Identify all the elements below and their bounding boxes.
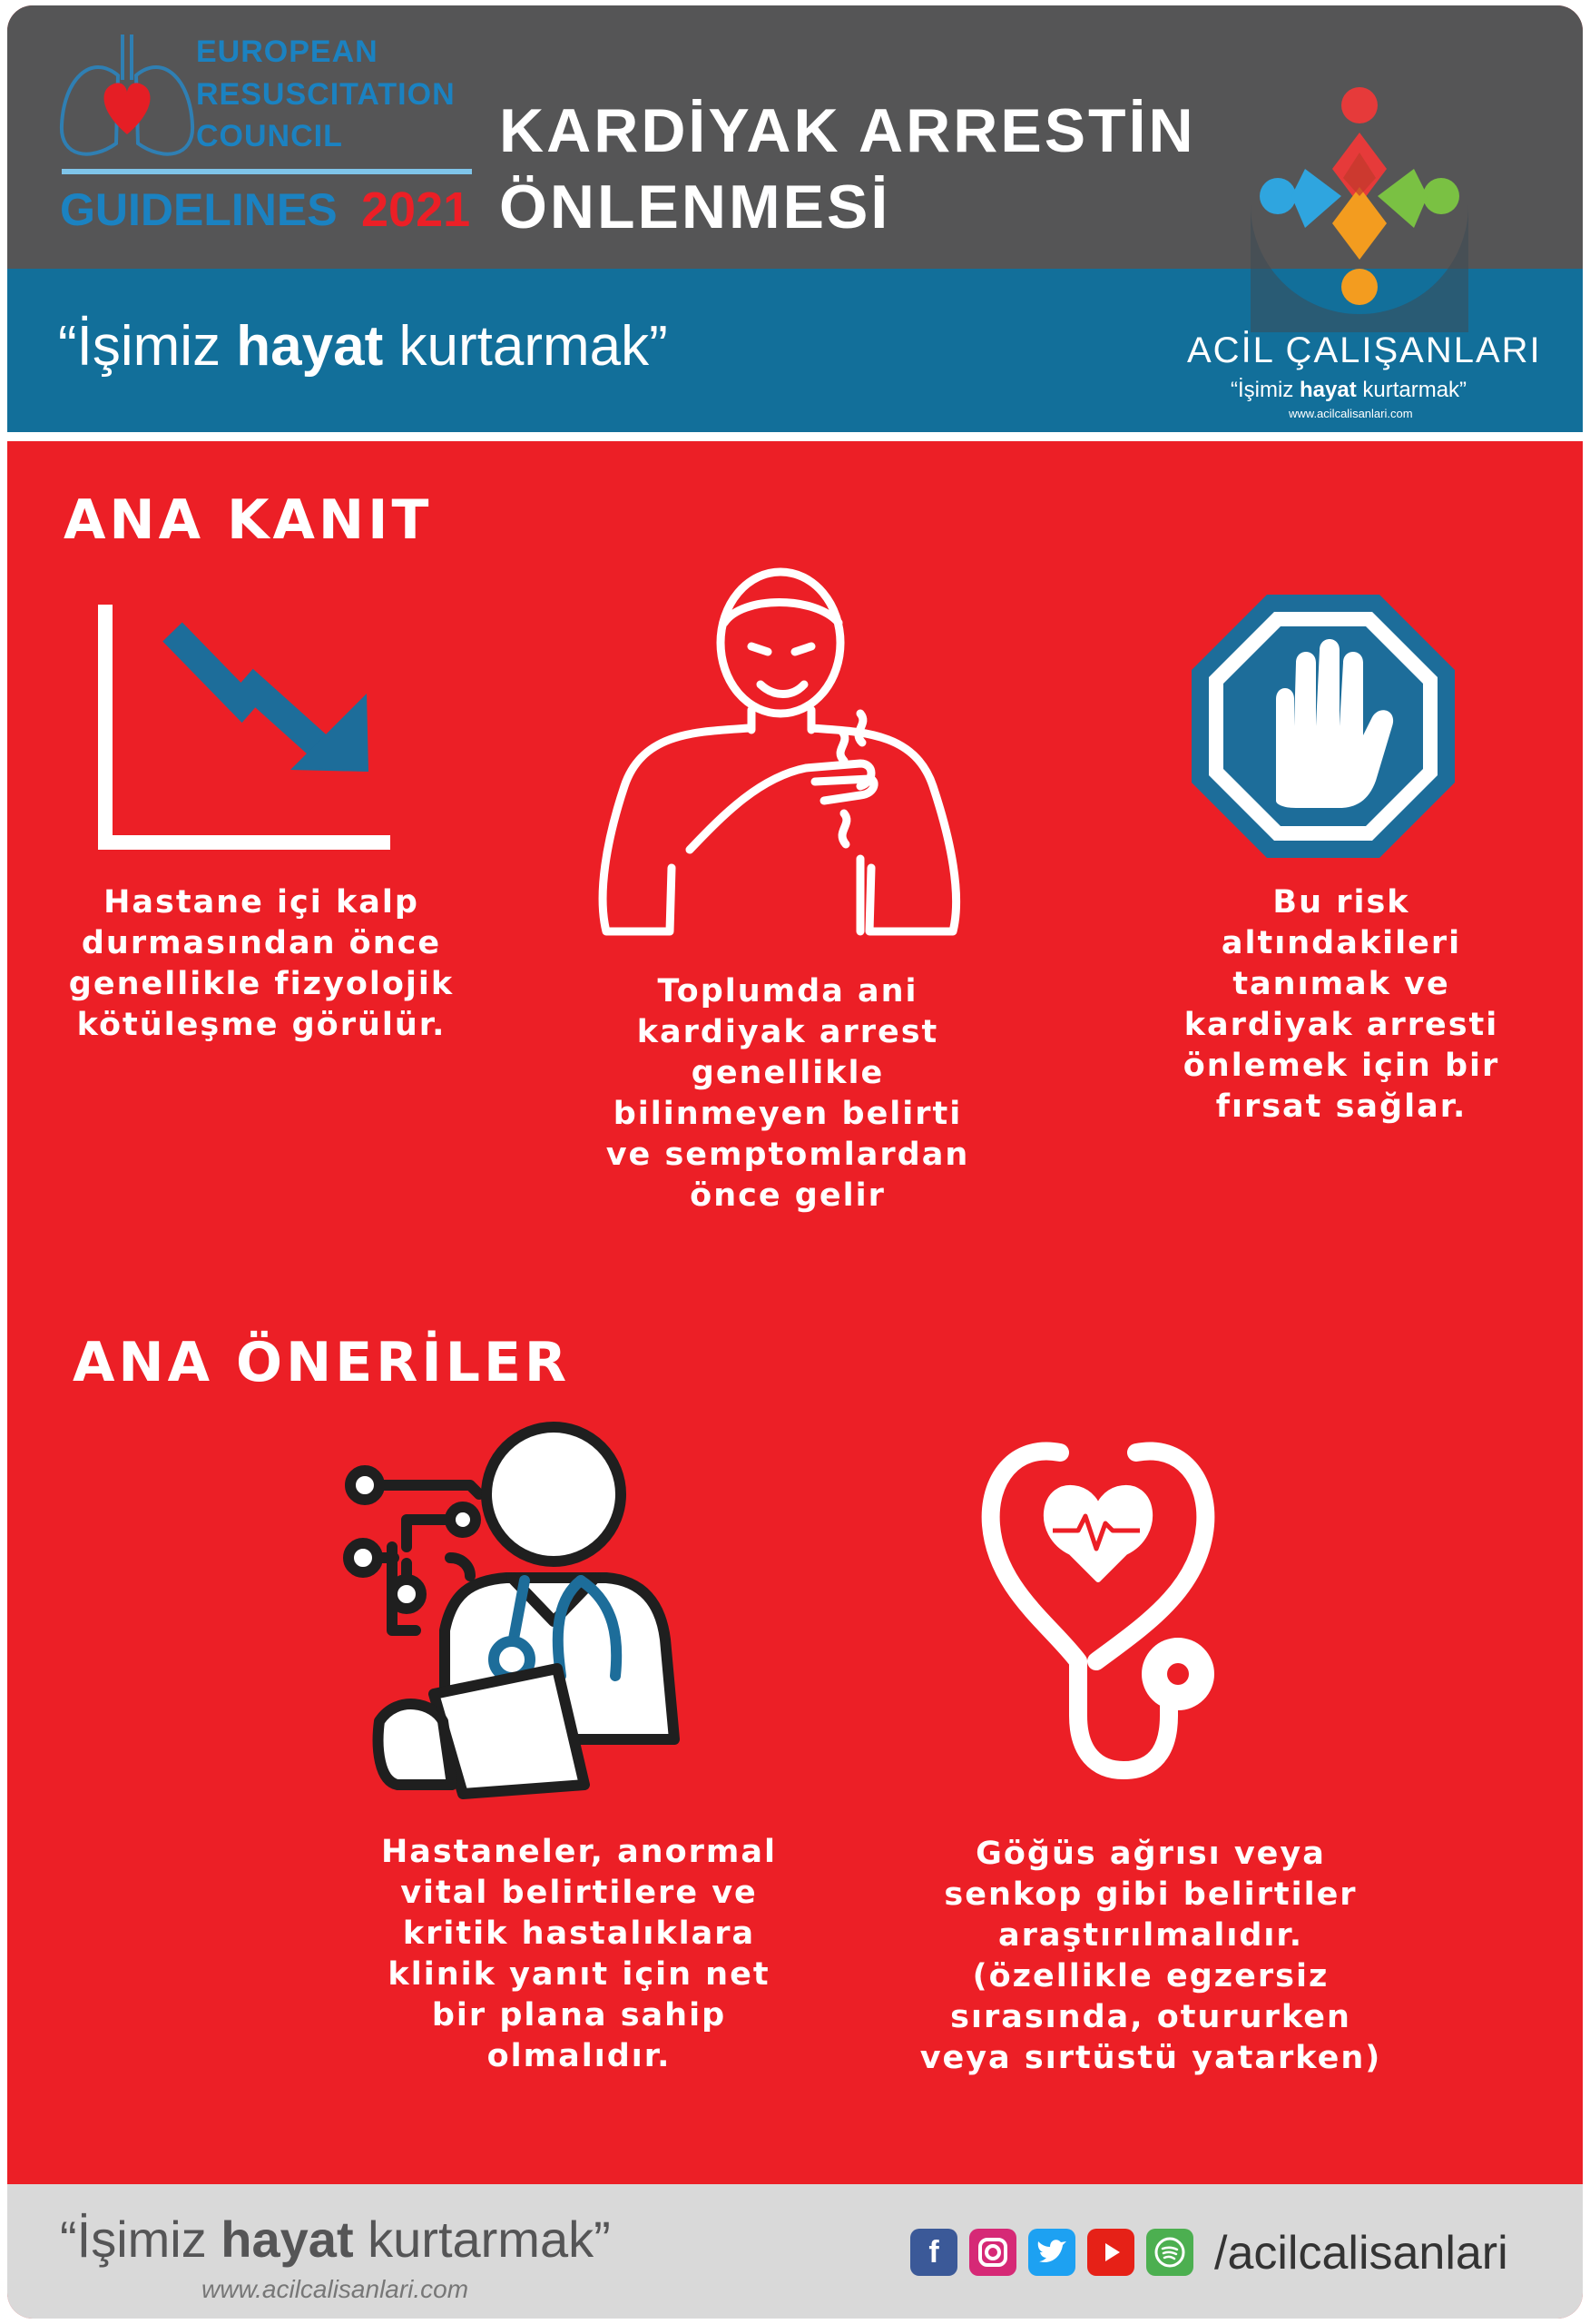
evidence-3-line-3: tanımak ve (1232, 966, 1450, 1002)
slogan-bold: hayat (236, 315, 384, 378)
recommendation-1-line-2: vital belirtilere ve (400, 1875, 758, 1911)
header-slogan (58, 314, 668, 379)
facebook-icon[interactable]: f (910, 2229, 957, 2276)
evidence-text-2 (570, 971, 1006, 1216)
evidence-1-line-4: kötüleşme görülür. (76, 1007, 447, 1043)
evidence-text-3 (1160, 882, 1523, 1128)
erc-underline (62, 169, 472, 174)
brand-slogan-part-1: “İşimiz (1231, 378, 1300, 402)
evidence-1-line-3: genellikle fizyolojik (68, 966, 455, 1002)
spotify-icon[interactable] (1146, 2229, 1193, 2276)
recommendation-2-line-6: veya sırtüstü yatarken) (919, 2040, 1382, 2076)
recommendation-2-line-5: sırasında, otururken (950, 1999, 1351, 2035)
evidence-3-line-4: kardiyak arresti (1183, 1007, 1499, 1043)
recommendation-text-2 (906, 1834, 1396, 2079)
recommendation-1-line-6: olmalıdır. (486, 2038, 672, 2074)
instagram-icon[interactable] (969, 2229, 1016, 2276)
page-title (499, 93, 1196, 245)
brand-slogan (1231, 378, 1467, 403)
evidence-title: ANA KANIT (64, 488, 433, 552)
stop-hand-icon (1187, 590, 1459, 862)
evidence-2-line-3: genellikle (691, 1055, 885, 1091)
title-line-2: ÖNLENMESİ (499, 172, 891, 241)
evidence-1-line-1: Hastane içi kalp (103, 884, 419, 921)
youtube-icon[interactable] (1087, 2229, 1134, 2276)
footer-url: www.acilcalisanlari.com (201, 2275, 469, 2303)
slogan-part-1: “İşimiz (58, 315, 237, 378)
divider (7, 432, 1583, 441)
evidence-2-line-4: bilinmeyen belirti (613, 1096, 963, 1132)
erc-lungs-heart-icon (54, 25, 200, 171)
recommendation-2-line-3: araştırılmalıdır. (997, 1917, 1303, 1954)
recommendation-2-line-1: Göğüs ağrısı veya (976, 1836, 1326, 1872)
erc-name-line-1: EUROPEAN (196, 34, 378, 69)
doctor-tablet-icon (343, 1422, 706, 1803)
recommendations-title: ANA ÖNERİLER (73, 1331, 571, 1394)
guidelines-year: 2021 (361, 182, 471, 237)
evidence-3-line-1: Bu risk (1272, 884, 1410, 921)
evidence-3-line-6: fırsat sağlar. (1215, 1088, 1467, 1125)
brand-slogan-bold: hayat (1299, 378, 1357, 402)
brand-name: ACİL ÇALIŞANLARI (1187, 330, 1542, 370)
recommendation-1-line-4: klinik yanıt için net (388, 1956, 770, 1993)
recommendation-text-1 (370, 1832, 788, 2077)
recommendation-1-line-3: kritik hastalıklara (402, 1915, 756, 1952)
title-line-1: KARDİYAK ARRESTİN (499, 96, 1196, 165)
slogan-part-2: kurtarmak” (383, 315, 668, 378)
evidence-2-line-2: kardiyak arrest (636, 1014, 939, 1050)
footer-slogan-part-1: “İşimiz (60, 2211, 221, 2268)
stethoscope-heart-icon (978, 1443, 1242, 1788)
infographic-card (7, 5, 1583, 2319)
recommendation-2-line-2: senkop gibi belirtiler (944, 1876, 1358, 1913)
recommendation-1-line-1: Hastaneler, anormal (380, 1834, 777, 1870)
social-handle[interactable]: /acilcalisanlari (1214, 2227, 1508, 2280)
evidence-2-line-5: ve semptomlardan (605, 1137, 970, 1173)
guidelines-label: GUIDELINES (60, 184, 338, 235)
evidence-3-line-2: altındakileri (1221, 925, 1462, 961)
declining-chart-icon (98, 605, 398, 850)
brand-url: www.acilcalisanlari.com (1289, 407, 1413, 420)
acil-calisanlari-logo-icon (1223, 69, 1496, 332)
footer-slogan-part-2: kurtarmak” (353, 2211, 611, 2268)
erc-name-line-2: RESUSCITATION (196, 77, 456, 112)
footer-slogan (60, 2210, 611, 2269)
evidence-2-line-1: Toplumda ani (657, 973, 918, 1009)
chest-pain-person-icon (588, 568, 978, 950)
evidence-text-1 (62, 882, 461, 1046)
evidence-3-line-5: önlemek için bir (1183, 1048, 1500, 1084)
footer-slogan-bold: hayat (221, 2211, 354, 2268)
twitter-icon[interactable] (1028, 2229, 1075, 2276)
brand-slogan-part-2: kurtarmak” (1356, 378, 1467, 402)
evidence-1-line-2: durmasından önce (81, 925, 442, 961)
recommendation-1-line-5: bir plana sahip (431, 1997, 727, 2034)
recommendation-2-line-4: (özellikle egzersiz (972, 1958, 1330, 1994)
evidence-2-line-6: önce gelir (690, 1177, 886, 1214)
erc-name-line-3: COUNCIL (196, 119, 343, 153)
